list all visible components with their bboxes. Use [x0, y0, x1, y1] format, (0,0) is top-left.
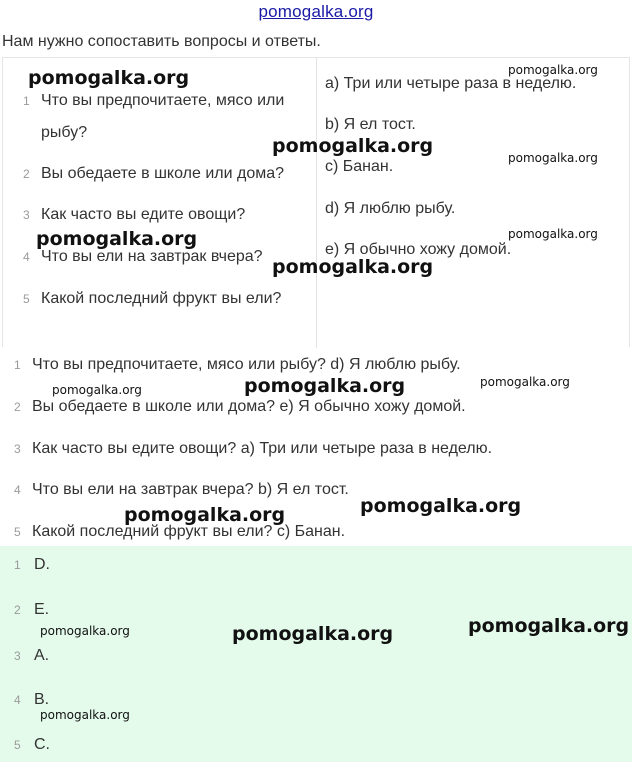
question-text: Вы обедаете в школе или дома?: [41, 165, 285, 182]
answer-b: b) Я ел тост.: [325, 116, 416, 133]
answer-letter: E.: [34, 601, 50, 618]
pair-number: 3: [14, 442, 21, 456]
watermark: pomogalka.org: [508, 151, 598, 165]
pair-text: Что вы ели на завтрак вчера? b) Я ел тост.: [32, 481, 349, 498]
watermark: pomogalka.org: [508, 227, 598, 241]
answer-row: [14, 601, 49, 619]
question-text: Что вы ели на завтрак вчера?: [41, 248, 263, 265]
watermark: pomogalka.org: [468, 615, 630, 637]
watermark: pomogalka.org: [508, 63, 598, 77]
answer-number: 3: [14, 649, 21, 663]
watermark: pomogalka.org: [480, 375, 570, 389]
answer-row: [14, 691, 49, 709]
pair-text: Вы обедаете в школе или дома? e) Я обычно хожу домой.: [32, 398, 466, 415]
answer-row: [14, 647, 49, 665]
answer-number: 4: [14, 693, 21, 707]
answer-e: e) Я обычно хожу домой.: [325, 241, 512, 258]
pair-number: 5: [14, 525, 21, 539]
question-text: рыбу?: [41, 124, 88, 141]
answer-a: a) Три или четыре раза в неделю.: [325, 75, 577, 92]
pair-text: Как часто вы едите овощи? a) Три или четыре раза в неделю.: [32, 440, 493, 457]
watermark: pomogalka.org: [232, 623, 394, 645]
watermark: pomogalka.org: [272, 256, 434, 278]
matched-pair: [14, 398, 466, 416]
watermark: pomogalka.org: [272, 135, 434, 157]
question-number: 3: [23, 208, 30, 222]
answer-d: d) Я люблю рыбу.: [325, 200, 456, 217]
answer-letter: B.: [34, 691, 50, 708]
watermark: pomogalka.org: [40, 624, 130, 638]
answer-row: [14, 556, 50, 574]
answer-c: c) Банан.: [325, 158, 394, 175]
question-text: Что вы предпочитаете, мясо или: [41, 92, 285, 109]
answer-area: [0, 546, 632, 762]
answer-letter: A.: [34, 647, 50, 664]
watermark: pomogalka.org: [124, 504, 286, 526]
column-divider: [316, 58, 317, 348]
pair-number: 4: [14, 483, 21, 497]
pair-text: Что вы предпочитаете, мясо или рыбу? d) Я люблю рыбу.: [32, 356, 461, 373]
exercise-box: [2, 57, 630, 347]
watermark: pomogalka.org: [244, 375, 406, 397]
pair-number: 1: [14, 358, 21, 372]
answer-letter: D.: [34, 556, 50, 573]
answer-number: 5: [14, 738, 21, 752]
intro-text: Нам нужно сопоставить вопросы и ответы.: [2, 33, 321, 50]
answer-number: 1: [14, 558, 21, 572]
question-text: Какой последний фрукт вы ели?: [41, 290, 282, 307]
pair-text: Какой последний фрукт вы ели? c) Банан.: [32, 523, 346, 540]
answer-number: 2: [14, 603, 21, 617]
site-header-link[interactable]: pomogalka.org: [258, 2, 374, 21]
watermark: pomogalka.org: [52, 383, 142, 397]
question-number: 5: [23, 292, 30, 306]
matched-pair: [14, 440, 492, 458]
question-number: 2: [23, 167, 30, 181]
watermark: pomogalka.org: [36, 228, 198, 250]
answer-letter: C.: [34, 736, 50, 753]
question-number: 4: [23, 250, 30, 264]
question-number: 1: [23, 94, 30, 108]
watermark: pomogalka.org: [40, 708, 130, 722]
pair-number: 2: [14, 400, 21, 414]
question-text: Как часто вы едите овощи?: [41, 206, 246, 223]
matched-pair: [14, 356, 461, 374]
answer-row: [14, 736, 50, 754]
matched-pair: [14, 481, 349, 499]
watermark: pomogalka.org: [28, 67, 190, 89]
watermark: pomogalka.org: [360, 495, 522, 517]
